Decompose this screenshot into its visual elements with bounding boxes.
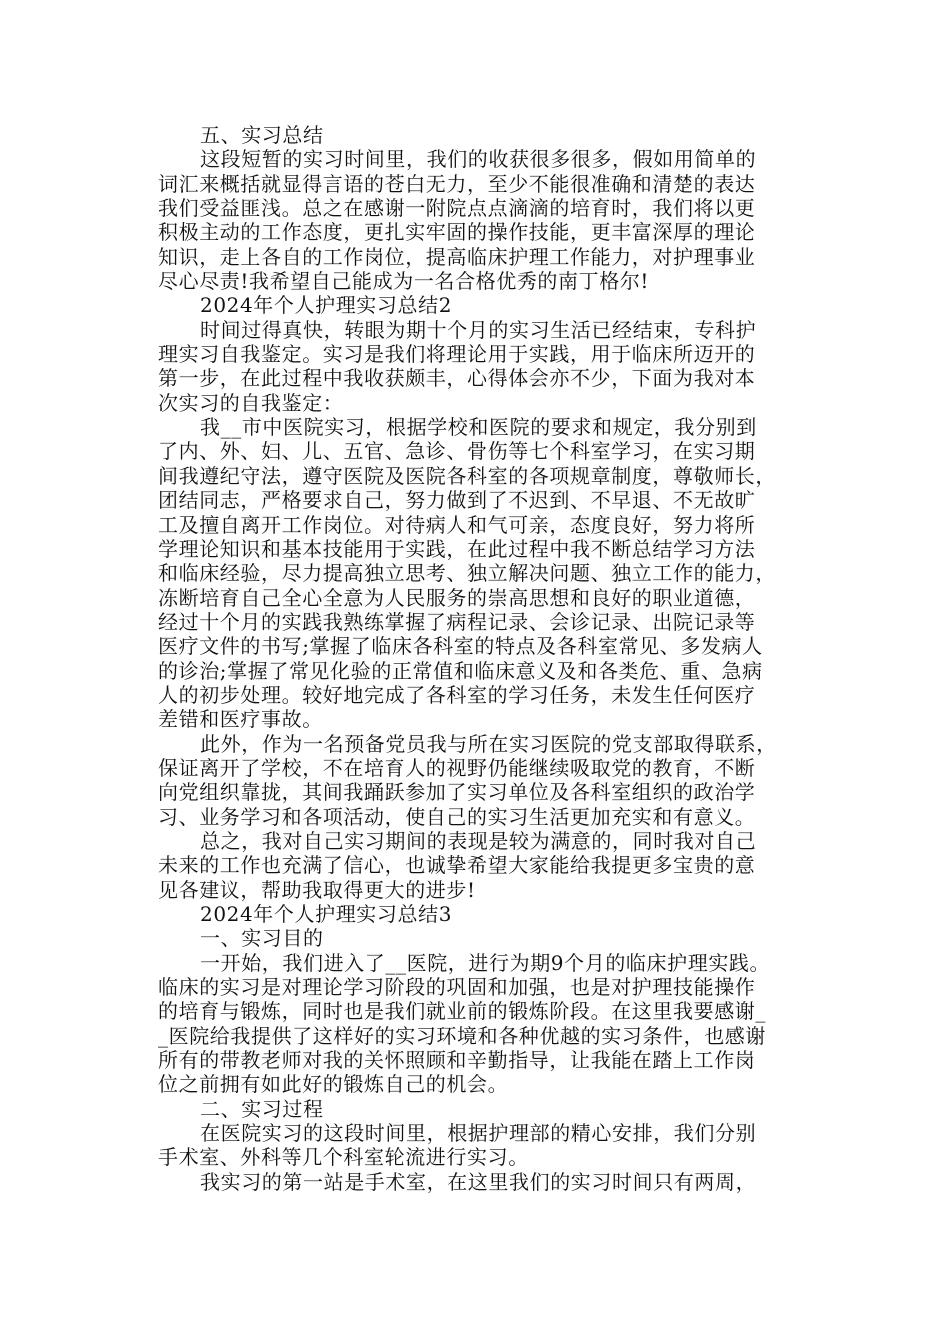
text-line: 一开始，我们进入了__医院，进行为期9个月的临床护理实践。	[200, 950, 771, 975]
text-line: 人的初步处理。较好地完成了各科室的学习任务，未发生任何医疗	[158, 682, 756, 707]
text-line: 和临床经验，尽力提高独立思考、独立解决问题、独立工作的能力，	[158, 561, 776, 586]
text-line: 的培育与锻炼，同时也是我们就业前的锻炼阶段。在这里我要感谢_	[158, 999, 766, 1024]
text-line: 未来的工作也充满了信心，也诚挚希望大家能给我提更多宝贵的意	[158, 853, 756, 878]
text-line: 了内、外、妇、儿、五官、急诊、骨伤等七个科室学习，在实习期	[158, 439, 756, 464]
text-line: 我们受益匪浅。总之在感谢一附院点点滴滴的培育时，我们将以更	[158, 196, 756, 221]
text-line: 第一步，在此过程中我收获颇丰，心得体会亦不少，下面为我对本	[158, 366, 756, 391]
text-line: 手术室、外科等几个科室轮流进行实习。	[158, 1145, 529, 1170]
text-line: 学理论知识和基本技能用于实践，在此过程中我不断总结学习方法	[158, 536, 756, 561]
text-line: 五、实习总结	[200, 123, 324, 147]
text-line: 经过十个月的实践我熟练掌握了病程记录、会诊记录、出院记录等	[158, 609, 756, 634]
text-line: 间我遵纪守法，遵守医院及医院各科室的各项规章制度，尊敬师长，	[158, 463, 776, 488]
document-body	[158, 123, 820, 1194]
text-line: 此外，作为一名预备党员我与所在实习医院的党支部取得联系，	[200, 731, 777, 756]
text-line: 理实习自我鉴定。实习是我们将理论用于实践，用于临床所迈开的	[158, 342, 756, 367]
text-line: 总之，我对自己实习期间的表现是较为满意的，同时我对自己	[200, 828, 757, 853]
text-line: 时间过得真快，转眼为期十个月的实习生活已经结束，专科护	[200, 317, 757, 342]
text-line: 位之前拥有如此好的锻炼自己的机会。	[158, 1072, 509, 1097]
text-line: 知识，走上各自的工作岗位，提高临床护理工作能力，对护理事业	[158, 244, 756, 269]
text-line: 的诊治;掌握了常见化验的正常值和临床意义及和各类危、重、急病	[158, 658, 763, 683]
text-line: 习、业务学习和各项活动，使自己的实习生活更加充实和有意义。	[158, 804, 756, 829]
text-line: 所有的带教老师对我的关怀照顾和辛勤指导，让我能在踏上工作岗	[158, 1048, 756, 1073]
text-line: 2024年个人护理实习总结3	[200, 902, 453, 926]
text-line: 在医院实习的这段时间里，根据护理部的精心安排，我们分别	[200, 1121, 757, 1146]
text-line: 保证离开了学校，不在培育人的视野仍能继续吸取党的教育，不断	[158, 755, 756, 780]
text-line: 一、实习目的	[200, 926, 324, 951]
text-line: 词汇来概括就显得言语的苍白无力，至少不能很准确和清楚的表达	[158, 171, 756, 196]
text-line: 2024年个人护理实习总结2	[200, 293, 453, 318]
text-line: 团结同志，严格要求自己，努力做到了不迟到、不早退、不无故旷	[158, 488, 756, 513]
text-line: 工及擅自离开工作岗位。对待病人和气可亲，态度良好，努力将所	[158, 512, 756, 537]
text-line: 向党组织靠拢，其间我踊跃参加了实习单位及各科室组织的政治学	[158, 780, 756, 805]
text-line: 冻断培育自己全心全意为人民服务的崇高思想和良好的职业道德，	[158, 585, 756, 610]
text-line: 医疗文件的书写;掌握了临床各科室的特点及各科室常见、多发病人	[158, 634, 763, 659]
text-line: 这段短暂的实习时间里，我们的收获很多很多，假如用简单的	[200, 147, 757, 172]
text-line: 我__市中医院实习，根据学校和医院的要求和规定，我分别到	[200, 415, 757, 440]
text-line: _医院给我提供了这样好的实习环境和各种优越的实习条件，也感谢	[158, 1023, 766, 1048]
text-line: 尽心尽责!我希望自己能成为一名合格优秀的南丁格尔!	[158, 269, 650, 294]
text-line: 二、实习过程	[200, 1096, 324, 1121]
text-line: 见各建议，帮助我取得更大的进步!	[158, 877, 476, 902]
text-line: 临床的实习是对理论学习阶段的巩固和加强，也是对护理技能操作	[158, 975, 756, 1000]
text-line: 次实习的自我鉴定：	[158, 390, 344, 415]
text-line: 差错和医疗事故。	[158, 707, 323, 732]
text-line: 积极主动的工作态度，更扎实牢固的操作技能，更丰富深厚的理论	[158, 220, 756, 245]
text-line: 我实习的第一站是手术室，在这里我们的实习时间只有两周，	[200, 1169, 757, 1194]
